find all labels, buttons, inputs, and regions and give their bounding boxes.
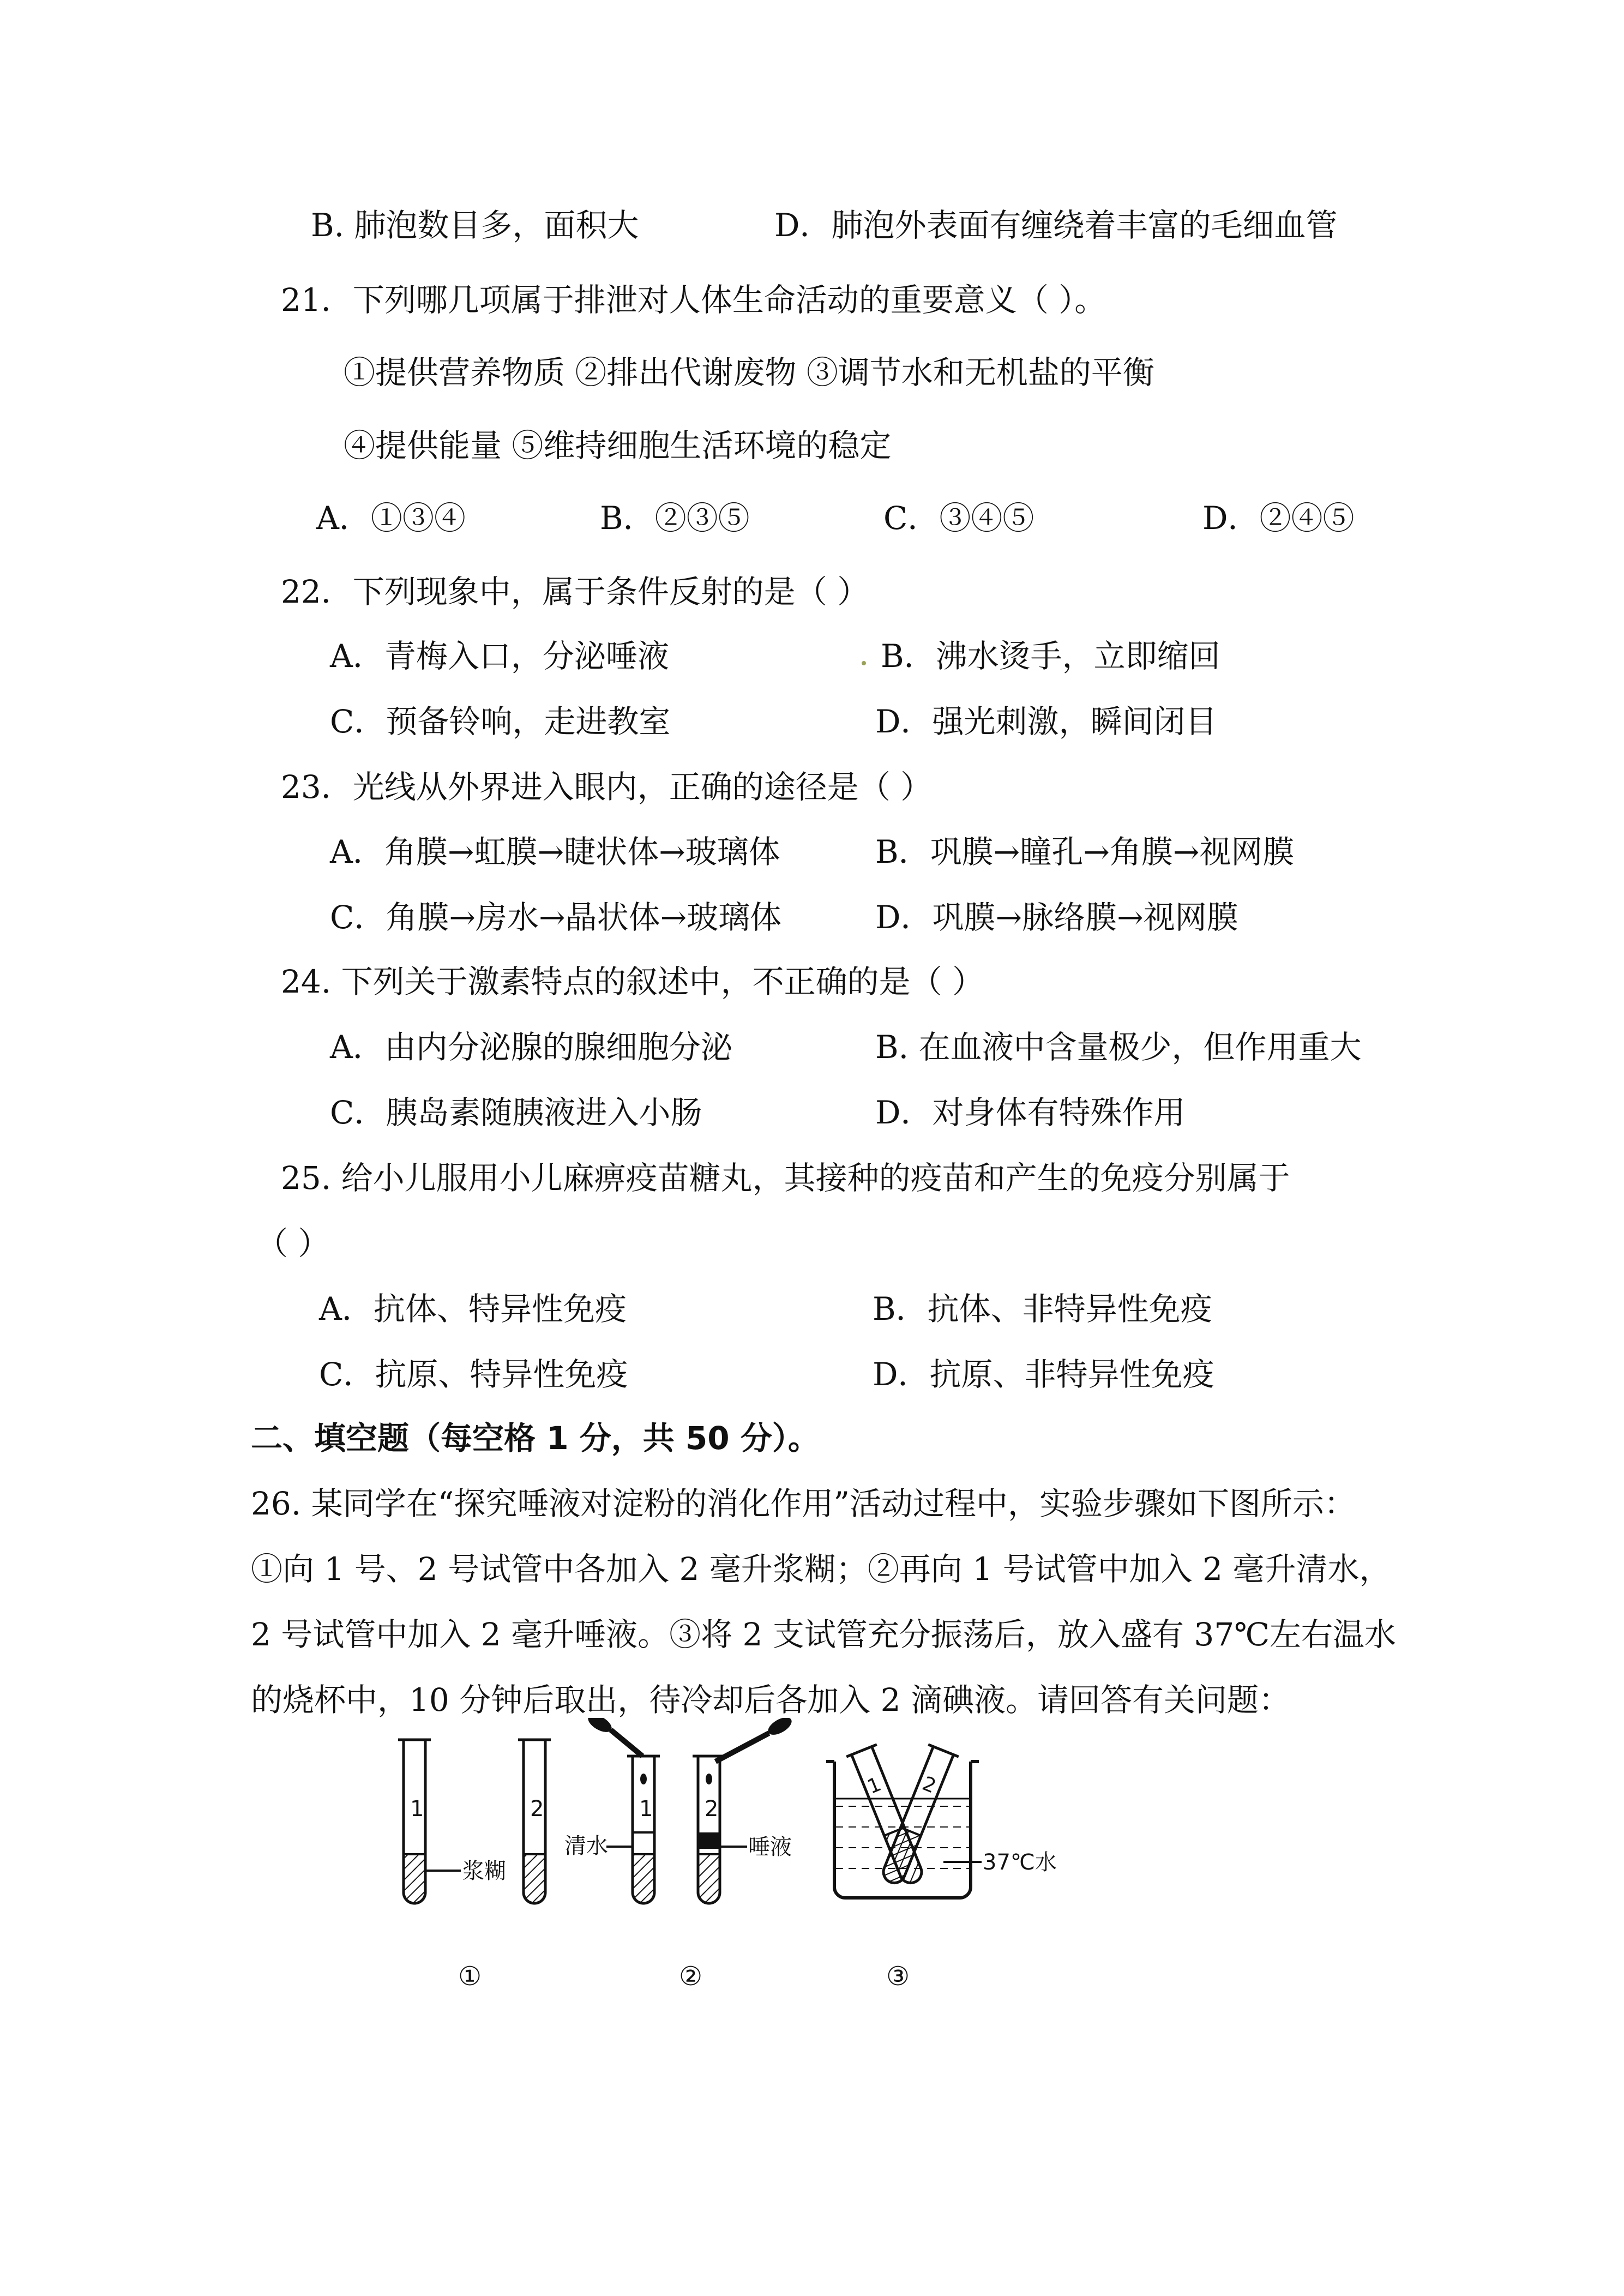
tube1b-number: 1: [639, 1796, 653, 1822]
q25-option-d: D．抗原、非特异性免疫: [873, 1356, 1214, 1393]
q21-items-line1: ①提供营养物质 ②排出代谢废物 ③调节水和无机盐的平衡: [344, 354, 1154, 391]
q22-option-a: A．青梅入口，分泌唾液: [330, 638, 669, 675]
warm-water-label: 37℃水: [983, 1850, 1057, 1875]
q20-option-b: B. 肺泡数目多，面积大: [311, 207, 639, 244]
water-label: 清水: [564, 1834, 608, 1859]
q23-option-a: A．角膜→虹膜→睫状体→玻璃体: [330, 833, 780, 870]
experiment-figure: [382, 1718, 1091, 2002]
q22-option-d: D．强光刺激，瞬间闭目: [875, 703, 1217, 740]
tube2b-number: 2: [705, 1796, 719, 1822]
q21-stem: 21．下列哪几项属于排泄对人体生命活动的重要意义（ ）。: [281, 281, 1106, 318]
q20-option-d: D．肺泡外表面有缠绕着丰富的毛细血管: [774, 207, 1338, 244]
paste-label: 浆糊: [462, 1859, 506, 1884]
q25-option-c: C．抗原、特异性免疫: [319, 1356, 628, 1393]
stray-dot: [862, 661, 866, 665]
saliva-label: 唾液: [748, 1835, 792, 1860]
q26-line3: 2 号试管中加入 2 毫升唾液。③将 2 支试管充分振荡后，放入盛有 37℃左右温水: [251, 1616, 1397, 1653]
q21-option-b: B．②③⑤: [600, 500, 750, 537]
q22-stem: 22．下列现象中，属于条件反射的是（ ）: [281, 573, 869, 610]
tube1-number: 1: [410, 1796, 424, 1822]
q21-option-c: C．③④⑤: [883, 500, 1034, 537]
q21-option-a: A．①③④: [316, 500, 466, 537]
q24-option-c: C．胰岛素随胰液进入小肠: [330, 1094, 702, 1131]
step3-marker: ③: [886, 1961, 910, 1992]
q24-stem: 24. 下列关于激素特点的叙述中，不正确的是（ ）: [281, 963, 984, 1000]
q24-option-a: A．由内分泌腺的腺细胞分泌: [330, 1029, 732, 1066]
step2-tubes: [564, 1718, 795, 1992]
q23-option-b: B．巩膜→瞳孔→角膜→视网膜: [875, 833, 1295, 870]
q24-option-d: D．对身体有特殊作用: [875, 1094, 1186, 1131]
q23-option-c: C．角膜→房水→晶状体→玻璃体: [330, 899, 782, 936]
q25-option-a: A．抗体、特异性免疫: [319, 1290, 627, 1327]
dropper-1: [585, 1718, 642, 1756]
q24-option-b: B. 在血液中含量极少，但作用重大: [875, 1029, 1362, 1066]
step1-marker: ①: [458, 1961, 482, 1992]
q25-option-b: B．抗体、非特异性免疫: [873, 1290, 1212, 1327]
q22-option-b: B．沸水烫手，立即缩回: [881, 638, 1220, 675]
q25-stem-cont: （ ）: [256, 1225, 330, 1262]
q26-line1: 26. 某同学在“探究唾液对淀粉的消化作用”活动过程中，实验步骤如下图所示：: [251, 1485, 1356, 1522]
q23-stem: 23．光线从外界进入眼内，正确的途径是（ ）: [281, 768, 933, 806]
test-tube-1: [398, 1740, 431, 1903]
step2-marker: ②: [679, 1961, 703, 1992]
q23-option-d: D．巩膜→脉络膜→视网膜: [875, 899, 1238, 936]
tilted-tube2-number: 2: [919, 1772, 940, 1798]
step3-beaker: [826, 1745, 1057, 1992]
tilted-tube1-number: 1: [864, 1773, 885, 1799]
q21-option-d: D．②④⑤: [1202, 500, 1355, 537]
dropper-2: [715, 1718, 795, 1762]
tube2-number: 2: [530, 1796, 544, 1822]
test-tube-2b: [693, 1756, 725, 1903]
q22-option-c: C．预备铃响，走进教室: [330, 703, 671, 740]
test-tube-1b: [627, 1756, 660, 1903]
section-title: 二、填空题（每空格 1 分，共 50 分）。: [251, 1420, 820, 1457]
q26-line4: 的烧杯中，10 分钟后取出，待冷却后各加入 2 滴碘液。请回答有关问题：: [251, 1681, 1291, 1718]
step1-tubes: [398, 1740, 551, 1992]
q21-items-line2: ④提供能量 ⑤维持细胞生活环境的稳定: [344, 427, 892, 464]
test-tube-2: [518, 1740, 551, 1903]
q26-line2: ①向 1 号、2 号试管中各加入 2 毫升浆糊；②再向 1 号试管中加入 2 毫升清水，: [251, 1550, 1391, 1588]
q25-stem: 25. 给小儿服用小儿麻痹疫苗糖丸，其接种的疫苗和产生的免疫分别属于: [281, 1159, 1290, 1197]
